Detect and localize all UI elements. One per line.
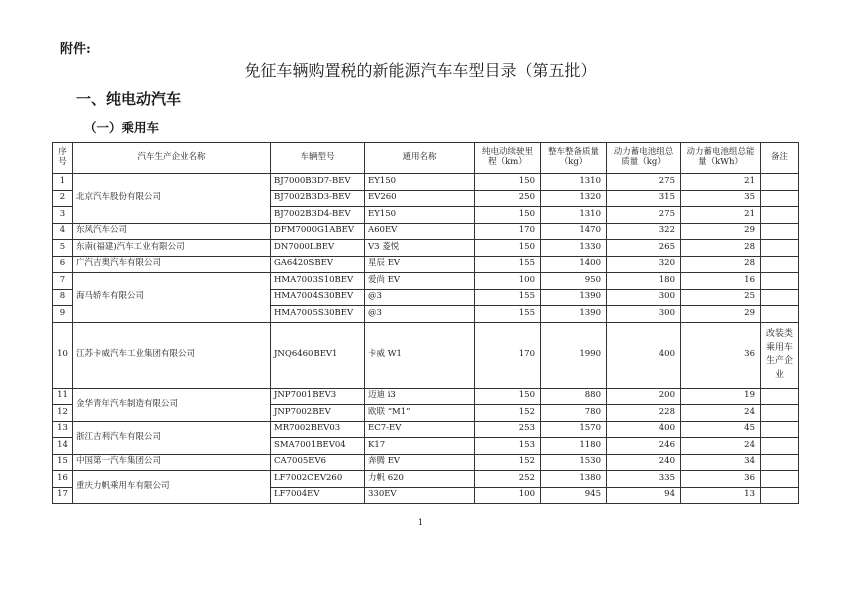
- seq-cell: 17: [53, 487, 73, 504]
- table-row: [53, 256, 799, 273]
- battery-mass-cell: 275: [607, 174, 681, 191]
- common-name-cell: V3 菱悦: [365, 240, 475, 257]
- header-common-name: 通用名称: [365, 143, 475, 174]
- battery-energy-cell: 28: [681, 256, 761, 273]
- model-cell: CA7005EV6: [271, 454, 365, 471]
- page-number: 1: [417, 518, 424, 527]
- table-row: [53, 273, 799, 290]
- range-cell: 155: [475, 289, 541, 306]
- seq-cell: 14: [53, 438, 73, 455]
- company-cell: 北京汽车股份有限公司: [73, 174, 271, 224]
- range-cell: 253: [475, 421, 541, 438]
- remark-cell: [761, 421, 799, 438]
- battery-mass-cell: 400: [607, 421, 681, 438]
- remark-cell: [761, 471, 799, 488]
- curb-mass-cell: 1990: [541, 322, 607, 388]
- common-name-cell: @3: [365, 306, 475, 323]
- remark-cell: [761, 454, 799, 471]
- battery-energy-cell: 36: [681, 471, 761, 488]
- model-cell: BJ7000B3D7-BEV: [271, 174, 365, 191]
- header-seq: 序号: [53, 143, 73, 174]
- curb-mass-cell: 1530: [541, 454, 607, 471]
- table-row: [53, 388, 799, 405]
- curb-mass-cell: 1320: [541, 190, 607, 207]
- common-name-cell: EY150: [365, 174, 475, 191]
- range-cell: 250: [475, 190, 541, 207]
- battery-mass-cell: 400: [607, 322, 681, 388]
- range-cell: 153: [475, 438, 541, 455]
- common-name-cell: 330EV: [365, 487, 475, 504]
- seq-cell: 13: [53, 421, 73, 438]
- remark-note: 改装类乘用车生产企业: [761, 322, 799, 388]
- range-cell: 100: [475, 273, 541, 290]
- battery-mass-cell: 240: [607, 454, 681, 471]
- battery-mass-cell: 180: [607, 273, 681, 290]
- header-model: 车辆型号: [271, 143, 365, 174]
- section-heading: 一、纯电动汽车: [76, 90, 182, 108]
- header-battery-mass: 动力蓄电池组总质量（kg）: [607, 143, 681, 174]
- company-cell: 东风汽车公司: [73, 223, 271, 240]
- model-cell: HMA7005S30BEV: [271, 306, 365, 323]
- table-row: [53, 223, 799, 240]
- seq-cell: 9: [53, 306, 73, 323]
- remark-cell: [761, 388, 799, 405]
- model-cell: DFM7000G1ABEV: [271, 223, 365, 240]
- seq-cell: 8: [53, 289, 73, 306]
- common-name-cell: 爱尚 EV: [365, 273, 475, 290]
- battery-energy-cell: 13: [681, 487, 761, 504]
- battery-mass-cell: 300: [607, 306, 681, 323]
- seq-cell: 1: [53, 174, 73, 191]
- model-cell: GA6420SBEV: [271, 256, 365, 273]
- common-name-cell: @3: [365, 289, 475, 306]
- remark-cell: [761, 487, 799, 504]
- model-cell: BJ7002B3D3-BEV: [271, 190, 365, 207]
- curb-mass-cell: 780: [541, 405, 607, 422]
- battery-mass-cell: 265: [607, 240, 681, 257]
- attachment-label: 附件:: [60, 42, 91, 57]
- range-cell: 150: [475, 207, 541, 224]
- range-cell: 150: [475, 240, 541, 257]
- range-cell: 150: [475, 174, 541, 191]
- remark-cell: [761, 223, 799, 240]
- model-cell: LF7002CEV260: [271, 471, 365, 488]
- seq-cell: 5: [53, 240, 73, 257]
- model-cell: JNQ6460BEV1: [271, 322, 365, 388]
- curb-mass-cell: 1390: [541, 306, 607, 323]
- table-header-row: [53, 143, 799, 174]
- subsection-heading: （一）乘用车: [84, 120, 160, 135]
- table-row: [53, 322, 799, 388]
- battery-energy-cell: 24: [681, 438, 761, 455]
- document-title: 免征车辆购置税的新能源汽车车型目录（第五批）: [244, 61, 597, 80]
- company-cell: 重庆力帆乘用车有限公司: [73, 471, 271, 504]
- model-cell: BJ7002B3D4-BEV: [271, 207, 365, 224]
- company-cell: 海马轿车有限公司: [73, 273, 271, 323]
- battery-mass-cell: 200: [607, 388, 681, 405]
- battery-mass-cell: 300: [607, 289, 681, 306]
- remark-cell: [761, 190, 799, 207]
- model-cell: JNP7001BEV3: [271, 388, 365, 405]
- battery-energy-cell: 36: [681, 322, 761, 388]
- table-row: [53, 454, 799, 471]
- seq-cell: 6: [53, 256, 73, 273]
- battery-energy-cell: 19: [681, 388, 761, 405]
- curb-mass-cell: 1400: [541, 256, 607, 273]
- battery-energy-cell: 35: [681, 190, 761, 207]
- company-cell: 浙江吉利汽车有限公司: [73, 421, 271, 454]
- battery-energy-cell: 25: [681, 289, 761, 306]
- battery-mass-cell: 246: [607, 438, 681, 455]
- model-cell: LF7004EV: [271, 487, 365, 504]
- common-name-cell: K17: [365, 438, 475, 455]
- common-name-cell: 欧联 “M1”: [365, 405, 475, 422]
- model-cell: MR7002BEV03: [271, 421, 365, 438]
- seq-cell: 7: [53, 273, 73, 290]
- header-battery-energy: 动力蓄电池组总能量（kWh）: [681, 143, 761, 174]
- vehicle-catalog-table: [52, 142, 799, 504]
- company-cell: 金华青年汽车制造有限公司: [73, 388, 271, 421]
- battery-energy-cell: 24: [681, 405, 761, 422]
- range-cell: 152: [475, 454, 541, 471]
- range-cell: 155: [475, 306, 541, 323]
- curb-mass-cell: 1570: [541, 421, 607, 438]
- seq-cell: 2: [53, 190, 73, 207]
- common-name-cell: 力帆 620: [365, 471, 475, 488]
- battery-mass-cell: 315: [607, 190, 681, 207]
- seq-cell: 15: [53, 454, 73, 471]
- table-row: [53, 471, 799, 488]
- curb-mass-cell: 880: [541, 388, 607, 405]
- remark-cell: [761, 289, 799, 306]
- remark-cell: [761, 207, 799, 224]
- seq-cell: 12: [53, 405, 73, 422]
- curb-mass-cell: 945: [541, 487, 607, 504]
- company-cell: 江苏卡威汽车工业集团有限公司: [73, 322, 271, 388]
- range-cell: 170: [475, 223, 541, 240]
- battery-mass-cell: 322: [607, 223, 681, 240]
- battery-energy-cell: 21: [681, 174, 761, 191]
- range-cell: 150: [475, 388, 541, 405]
- header-company: 汽车生产企业名称: [73, 143, 271, 174]
- remark-cell: [761, 306, 799, 323]
- range-cell: 155: [475, 256, 541, 273]
- battery-mass-cell: 275: [607, 207, 681, 224]
- model-cell: HMA7003S10BEV: [271, 273, 365, 290]
- battery-energy-cell: 29: [681, 306, 761, 323]
- range-cell: 252: [475, 471, 541, 488]
- remark-cell: [761, 240, 799, 257]
- range-cell: 152: [475, 405, 541, 422]
- table-row: [53, 421, 799, 438]
- battery-mass-cell: 228: [607, 405, 681, 422]
- common-name-cell: EV260: [365, 190, 475, 207]
- battery-energy-cell: 16: [681, 273, 761, 290]
- battery-energy-cell: 21: [681, 207, 761, 224]
- company-cell: 中国第一汽车集团公司: [73, 454, 271, 471]
- remark-cell: [761, 438, 799, 455]
- curb-mass-cell: 1310: [541, 207, 607, 224]
- battery-energy-cell: 45: [681, 421, 761, 438]
- common-name-cell: EY150: [365, 207, 475, 224]
- battery-mass-cell: 335: [607, 471, 681, 488]
- remark-cell: [761, 174, 799, 191]
- model-cell: HMA7004S30BEV: [271, 289, 365, 306]
- header-range: 纯电动续驶里程（km）: [475, 143, 541, 174]
- common-name-cell: 奔腾 EV: [365, 454, 475, 471]
- table-row: [53, 174, 799, 191]
- common-name-cell: EC7-EV: [365, 421, 475, 438]
- remark-cell: [761, 273, 799, 290]
- header-remark: 备注: [761, 143, 799, 174]
- battery-mass-cell: 320: [607, 256, 681, 273]
- curb-mass-cell: 950: [541, 273, 607, 290]
- header-curb-mass: 整车整备质量（kg）: [541, 143, 607, 174]
- range-cell: 170: [475, 322, 541, 388]
- curb-mass-cell: 1310: [541, 174, 607, 191]
- seq-cell: 11: [53, 388, 73, 405]
- seq-cell: 3: [53, 207, 73, 224]
- seq-cell: 4: [53, 223, 73, 240]
- common-name-cell: A60EV: [365, 223, 475, 240]
- common-name-cell: 星辰 EV: [365, 256, 475, 273]
- table-row: [53, 240, 799, 257]
- seq-cell: 10: [53, 322, 73, 388]
- battery-energy-cell: 28: [681, 240, 761, 257]
- battery-energy-cell: 34: [681, 454, 761, 471]
- common-name-cell: 卡威 W1: [365, 322, 475, 388]
- company-cell: 广汽吉奥汽车有限公司: [73, 256, 271, 273]
- company-cell: 东南(福建)汽车工业有限公司: [73, 240, 271, 257]
- curb-mass-cell: 1390: [541, 289, 607, 306]
- seq-cell: 16: [53, 471, 73, 488]
- curb-mass-cell: 1470: [541, 223, 607, 240]
- model-cell: DN7000LBEV: [271, 240, 365, 257]
- curb-mass-cell: 1180: [541, 438, 607, 455]
- model-cell: JNP7002BEV: [271, 405, 365, 422]
- range-cell: 100: [475, 487, 541, 504]
- battery-mass-cell: 94: [607, 487, 681, 504]
- battery-energy-cell: 29: [681, 223, 761, 240]
- remark-cell: [761, 256, 799, 273]
- curb-mass-cell: 1330: [541, 240, 607, 257]
- model-cell: SMA7001BEV04: [271, 438, 365, 455]
- remark-cell: [761, 405, 799, 422]
- curb-mass-cell: 1380: [541, 471, 607, 488]
- common-name-cell: 迈迪 i3: [365, 388, 475, 405]
